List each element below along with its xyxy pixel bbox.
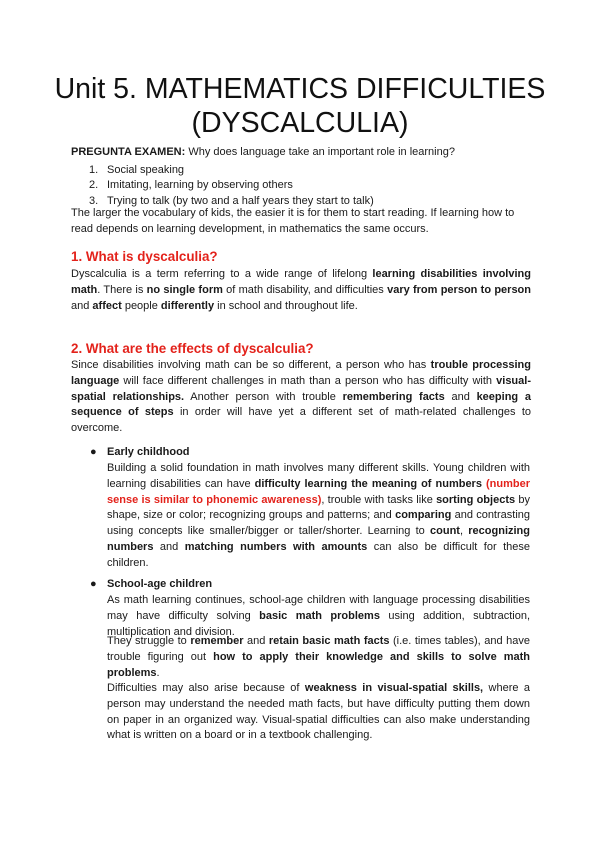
school-paragraph-1: As math learning continues, school-age children with language processing disabilities may have difficulty solving basic math problems using addition, subtraction, multiplication and division.: [107, 594, 531, 638]
early-childhood-paragraph: Building a solid foundation in math involves many different skills. Young children with learning disabilities can have difficulty learning the meaning of numbers (number sense is similar to phonemic awareness), trouble with tasks like sorting objects by shape, size or color; recognizing groups and patterns; and comparing and contrasting using concepts like smaller/bigger or taller/shorter. Learning to count, recognizing numbers and matching numbers with amounts can also be difficult for these children.: [107, 462, 531, 569]
exam-question: [71, 145, 531, 161]
exam-paragraph: The larger the vocabulary of kids, the easier it is for them to start reading. If learning how to read depends on learning development, in mathematics the same occurs.: [71, 207, 515, 235]
section-2-paragraph: Since disabilities involving math can be so different, a person who has trouble processing language will face different challenges in math than a person who has difficulty with visual-spatial relationships. Another person with trouble remembering facts and keeping a sequence of steps in order will have yet a different set of math-related challenges to overcome.: [71, 359, 531, 435]
document-title: [40, 72, 560, 140]
list-item: [71, 178, 374, 193]
school-paragraph-2: They struggle to remember and retain basic math facts (i.e. times tables), and have trouble figuring out how to apply their knowledge and skills to solve math problems.: [107, 635, 530, 679]
title-line-1: Unit 5. MATHEMATICS DIFFICULTIES: [54, 73, 546, 105]
bullet-icon: ●: [90, 578, 97, 590]
list-number: 2.: [89, 179, 99, 192]
section-1-paragraph: Dyscalculia is a term referring to a wide range of lifelong learning disabilities involving math. There is no single form of math disability, and difficulties vary from person to person and affect people differently in school and throughout life.: [71, 268, 531, 312]
title-line-2: (DYSCALCULIA): [191, 107, 409, 139]
exam-label: PREGUNTA EXAMEN:: [71, 146, 186, 158]
exam-question-text: Why does language take an important role in learning?: [185, 146, 455, 158]
section-2-heading: 2. What are the effects of dyscalculia?: [71, 341, 314, 356]
list-item: [71, 163, 374, 178]
school-paragraph-3: Difficulties may also arise because of weakness in visual-spatial skills, where a person may understand the needed math facts, but have difficulty putting them down on paper in an organized way. Visual-spatial difficulties can also make understanding what is written on a board or in a textbook challenging.: [107, 682, 530, 742]
bullet-title: School-age children: [107, 578, 213, 590]
exam-answer-list: [71, 163, 374, 209]
bullet-icon: ●: [90, 446, 97, 458]
list-number: 3.: [89, 194, 99, 207]
list-text: Imitating, learning by observing others: [107, 179, 293, 192]
bullet-title: Early childhood: [107, 446, 190, 458]
section-1-heading: 1. What is dyscalculia?: [71, 249, 218, 264]
list-text: Social speaking: [107, 164, 185, 176]
list-number: 1.: [89, 164, 99, 176]
list-text: Trying to talk (by two and a half years they start to talk): [107, 194, 374, 207]
